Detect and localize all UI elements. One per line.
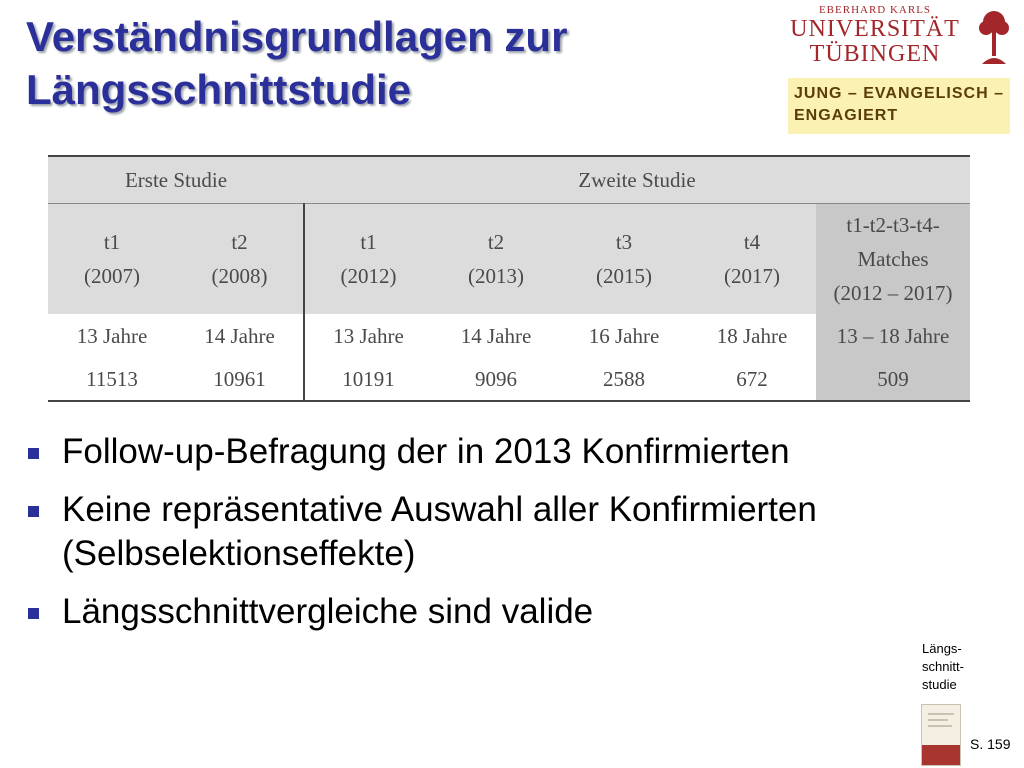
tagline-line1: JUNG – EVANGELISCH – [794, 85, 1004, 102]
study-table [48, 155, 970, 402]
age-cell: 18 Jahre [716, 323, 788, 348]
age-cell: 13 Jahre [304, 314, 432, 358]
page-reference: S. 159 [970, 736, 1011, 752]
count-cell: 9096 [475, 366, 518, 391]
count-cell-matches: 509 [816, 358, 970, 401]
tagline-line2: ENGAGIERT [794, 107, 899, 124]
slide-title [26, 10, 567, 116]
group-header-row [48, 156, 970, 204]
timepoint-year: (2015) [596, 264, 653, 288]
bullet-text: Follow-up-Befragung der in 2013 Konfirmierten [62, 432, 790, 471]
count-cell: 672 [736, 366, 768, 391]
timepoint-cell [432, 204, 560, 315]
square-bullet-icon [28, 608, 39, 619]
age-row [48, 314, 970, 358]
book-line [928, 725, 952, 727]
bullet-text: Keine repräsentative Auswahl aller Konfirmierten (Selbselektionseffekte) [62, 490, 817, 573]
count-cell: 2588 [603, 366, 646, 391]
matches-header-cell [816, 204, 970, 315]
side-note-line2: schnitt- [922, 659, 964, 674]
matches-header-line3: (2012 – 2017) [833, 281, 953, 305]
timepoint-label: t1 [103, 230, 121, 254]
timepoint-label: t2 [231, 230, 248, 254]
timepoint-cell [688, 204, 816, 315]
timepoint-cell [304, 204, 432, 315]
side-note-line3: studie [922, 677, 957, 692]
timepoint-label: t1 [360, 230, 377, 254]
age-cell: 14 Jahre [204, 323, 275, 348]
side-note-line1: Längs- [922, 641, 962, 656]
slide-title-line1: Verständnisgrundlagen zur [26, 13, 568, 60]
bullet-text: Längsschnittvergleiche sind valide [62, 592, 594, 631]
book-band [922, 745, 960, 765]
timepoint-cell [176, 204, 304, 315]
group-header-first: Erste Studie [48, 156, 304, 204]
timepoint-label: t3 [615, 230, 633, 254]
count-cell: 10191 [304, 358, 432, 401]
book-line [928, 719, 948, 721]
logo-line2: UNIVERSITÄT [790, 16, 960, 42]
logo-line3: TÜBINGEN [809, 41, 941, 67]
timepoint-label: t2 [487, 230, 505, 254]
group-header-second: Zweite Studie [304, 156, 970, 204]
side-note [922, 640, 992, 694]
age-cell: 16 Jahre [588, 323, 660, 348]
age-cell: 14 Jahre [460, 323, 532, 348]
timepoint-year: (2013) [468, 264, 525, 288]
tree-seal-icon [978, 8, 1010, 66]
book-line [928, 713, 954, 715]
count-row [48, 358, 970, 401]
count-cell: 10961 [213, 366, 266, 391]
count-cell: 11513 [86, 366, 138, 391]
bullet-item [22, 488, 822, 576]
square-bullet-icon [28, 448, 39, 459]
book-cover-icon [921, 704, 961, 766]
tagline-box [788, 78, 1010, 134]
logo-line1: EBERHARD KARLS [818, 4, 932, 16]
timepoint-label: t4 [743, 230, 761, 254]
timepoint-row [48, 204, 970, 315]
timepoint-cell [560, 204, 688, 315]
slide-title-line2: Längsschnittstudie [26, 66, 412, 113]
timepoint-year: (2007) [84, 264, 140, 288]
age-cell: 13 Jahre [76, 323, 148, 348]
timepoint-year: (2008) [211, 264, 268, 288]
timepoint-cell [48, 204, 176, 315]
square-bullet-icon [28, 506, 39, 517]
university-wordmark [786, 4, 964, 67]
bullet-item [22, 590, 822, 634]
matches-header-line1: t1-t2-t3-t4- [846, 213, 940, 237]
matches-header-line2: Matches [857, 247, 929, 271]
bullet-list [22, 430, 822, 648]
age-cell-matches: 13 – 18 Jahre [816, 314, 970, 358]
university-logo [786, 4, 1012, 70]
timepoint-year: (2017) [724, 264, 781, 288]
bullet-item [22, 430, 822, 474]
timepoint-year: (2012) [340, 264, 397, 288]
